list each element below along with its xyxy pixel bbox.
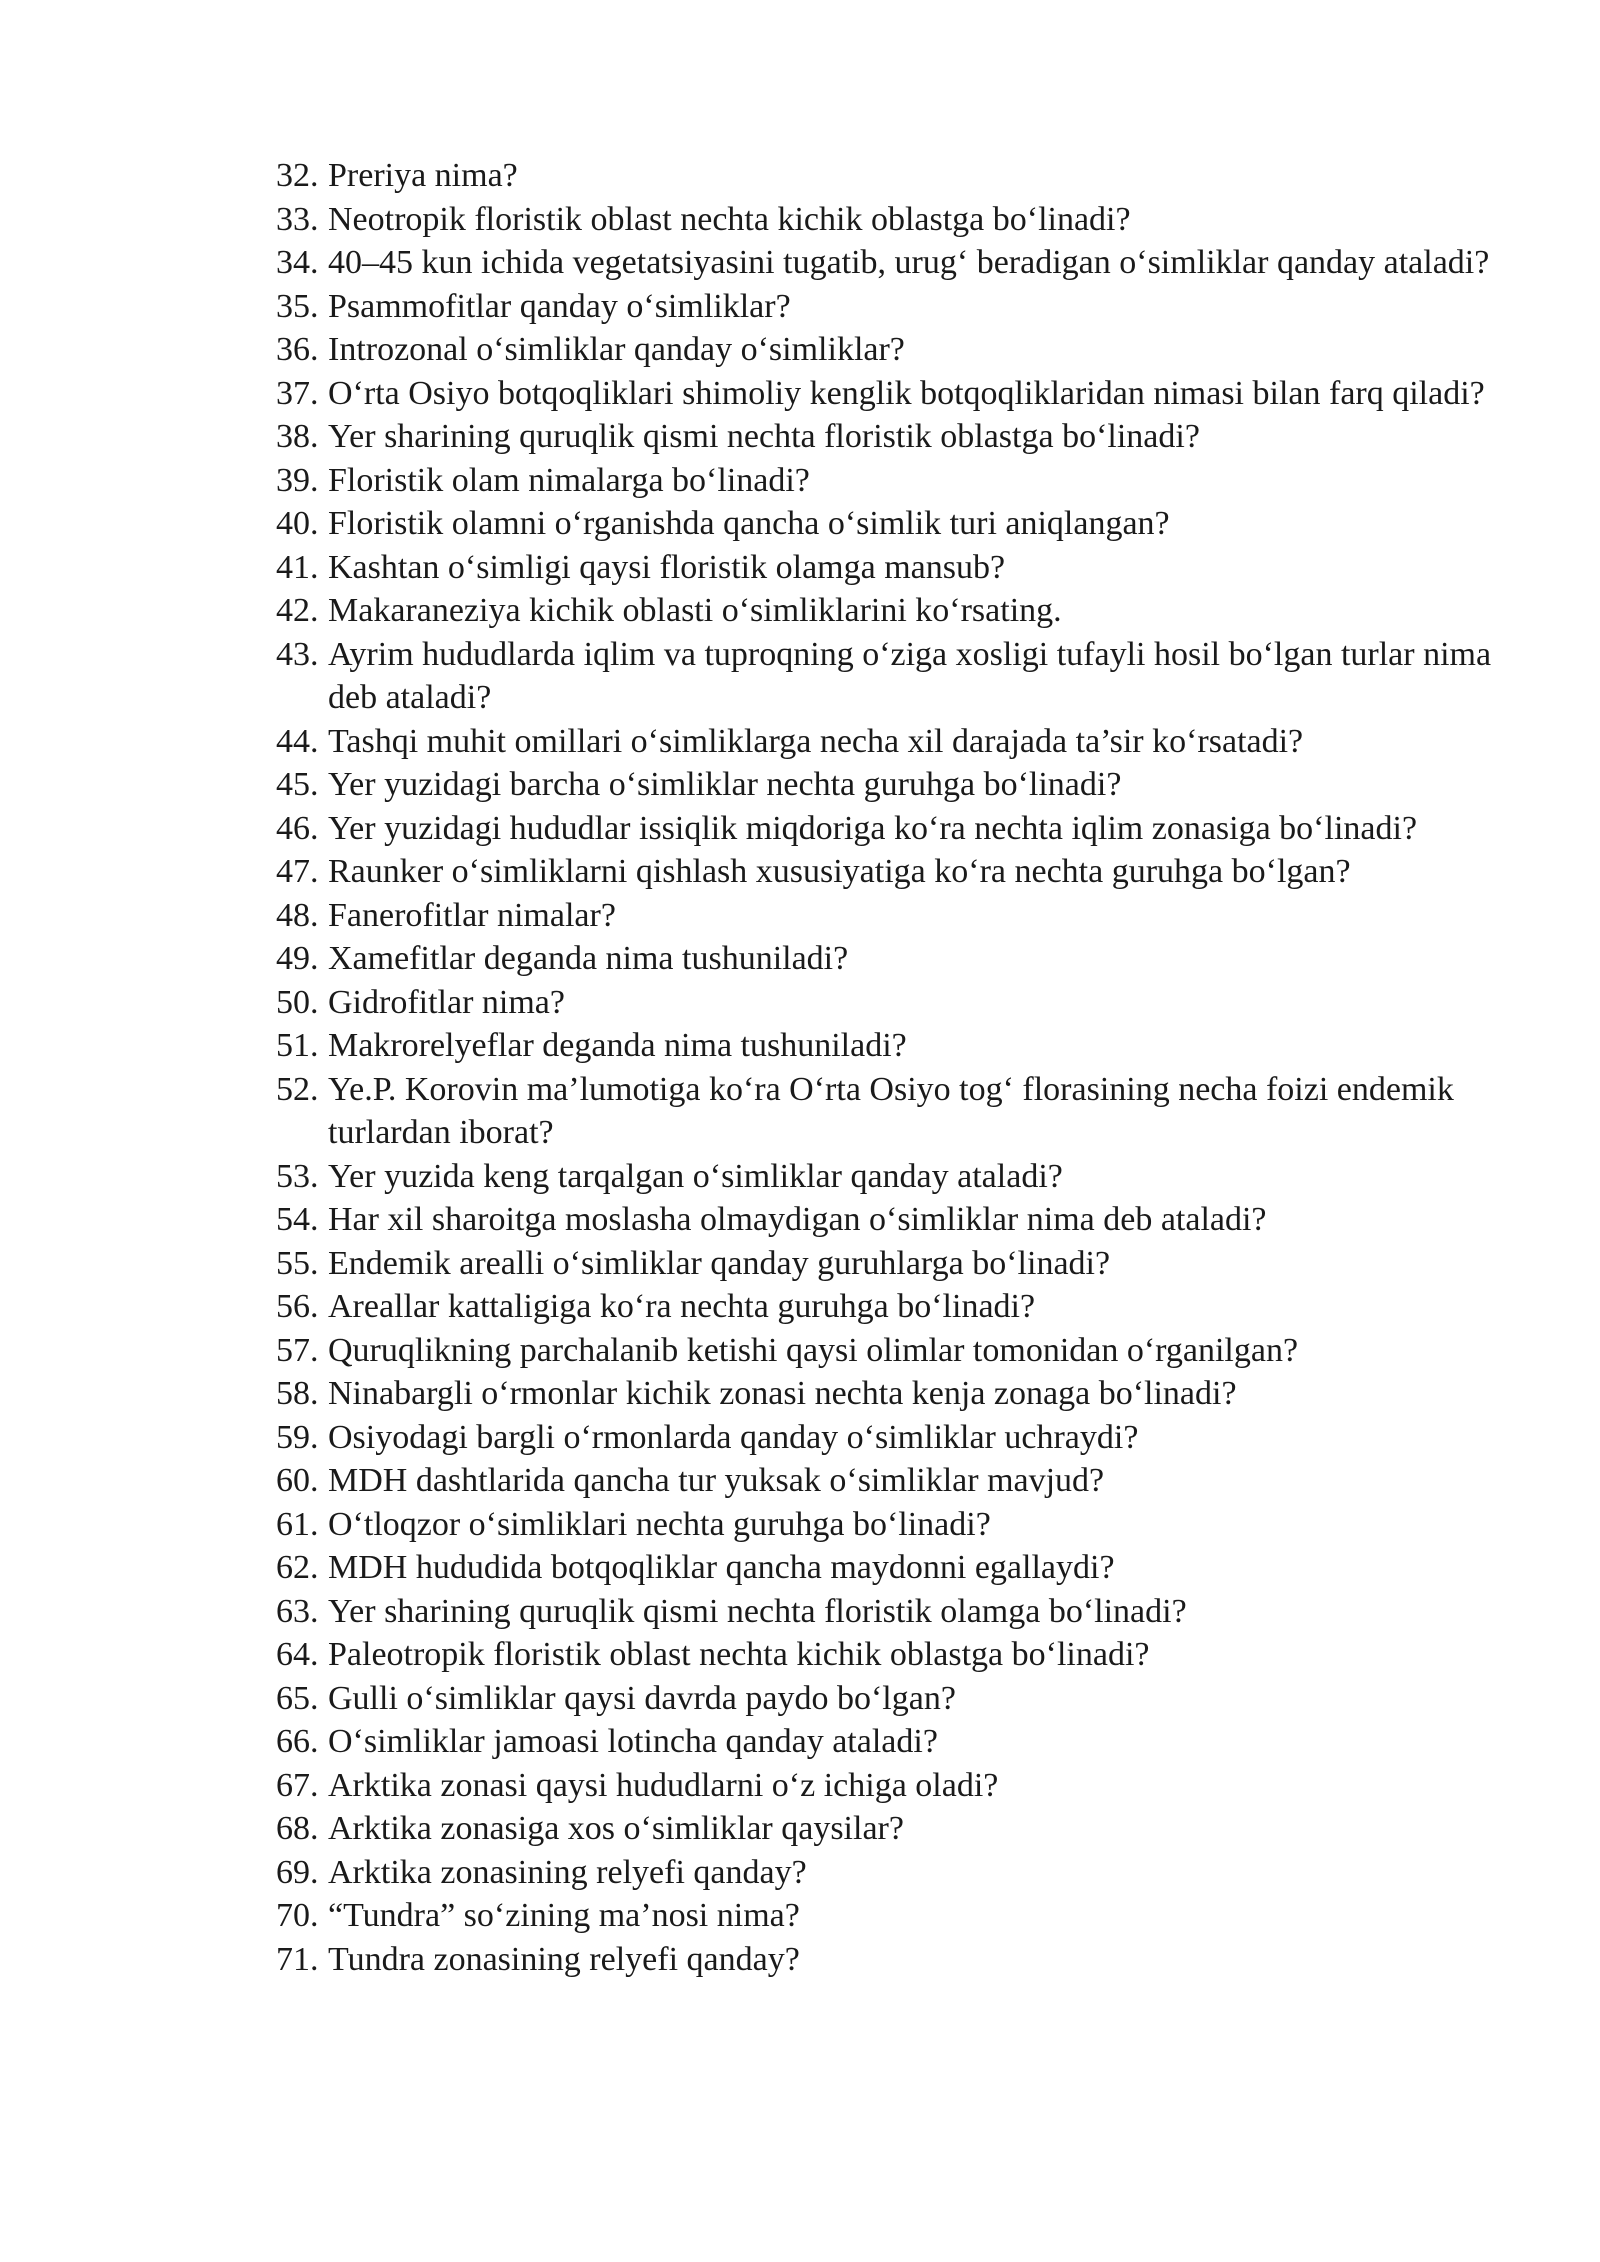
question-item [276,1633,1516,1677]
question-item [276,1590,1516,1634]
question-text: Arktika zonasining relyefi qanday? [328,1853,807,1891]
question-item [276,1938,1516,1982]
question-item [276,894,1516,938]
question-text: Floristik olam nimalarga bo‘linadi? [328,461,810,499]
question-text: Quruqlikning parchalanib ketishi qaysi olimlar tomonidan o‘rganilgan? [328,1331,1299,1369]
question-number: 70. [276,1897,319,1934]
question-number: 68. [276,1810,319,1847]
question-text: Kashtan o‘simligi qaysi floristik olamga mansub? [328,548,1006,586]
question-item [276,1807,1516,1851]
question-number: 43. [276,635,319,673]
question-item [276,1546,1516,1590]
question-item [276,1155,1516,1199]
question-text: Yer yuzida keng tarqalgan o‘simliklar qanday ataladi? [328,1157,1063,1195]
question-text: Gulli o‘simliklar qaysi davrda paydo bo‘lgan? [328,1679,956,1717]
question-item [276,1764,1516,1808]
question-item [276,1503,1516,1547]
question-item [276,1068,1516,1155]
question-item [276,1285,1516,1329]
question-number: 53. [276,1157,319,1195]
question-text: Raunker o‘simliklarni qishlash xususiyatiga ko‘ra nechta guruhga bo‘lgan? [328,853,1351,890]
question-item [276,154,1516,198]
question-text: Yer sharining quruqlik qismi nechta floristik oblastga bo‘linadi? [328,418,1200,455]
question-number: 65. [276,1679,319,1717]
question-item [276,720,1516,764]
question-text: MDH hududida botqoqliklar qancha maydonni egallaydi? [328,1549,1115,1586]
question-item [276,937,1516,981]
question-text: Psammofitlar qanday o‘simliklar? [328,287,791,325]
question-number: 55. [276,1244,319,1282]
question-number: 66. [276,1723,319,1760]
question-text: Yer yuzidagi hududlar issiqlik miqdoriga ko‘ra nechta iqlim zonasiga bo‘linadi? [328,809,1418,847]
question-item [276,981,1516,1025]
question-item [276,372,1516,416]
question-number: 51. [276,1027,319,1064]
question-text: Xamefitlar deganda nima tushuniladi? [328,940,849,977]
question-item [276,502,1516,546]
question-text: O‘rta Osiyo botqoqliklari shimoliy kenglik botqoqliklaridan nimasi bilan farq qiladi? [328,374,1485,412]
question-text: Osiyodagi bargli o‘rmonlarda qanday o‘simliklar uchraydi? [328,1418,1139,1456]
question-item [276,1329,1516,1373]
question-text: Floristik olamni o‘rganishda qancha o‘simlik turi aniqlangan? [328,505,1170,542]
question-item [276,328,1516,372]
question-number: 39. [276,461,319,499]
question-number: 38. [276,418,319,455]
question-text: Introzonal o‘simliklar qanday o‘simliklar? [328,331,905,368]
question-item [276,807,1516,851]
question-number: 37. [276,374,319,412]
question-text: Ayrim hududlarda iqlim va tuproqning o‘ziga xosligi tufayli hosil bo‘lgan turlar nima deb ataladi? [328,635,1492,716]
question-number: 67. [276,1766,319,1804]
question-text: O‘tloqzor o‘simliklari nechta guruhga bo‘linadi? [328,1505,991,1543]
question-number: 69. [276,1853,319,1891]
question-number: 57. [276,1331,319,1369]
question-number: 33. [276,200,319,238]
question-number: 48. [276,896,319,934]
question-number: 61. [276,1505,319,1543]
question-text: O‘simliklar jamoasi lotincha qanday ataladi? [328,1723,938,1760]
question-text: Yer yuzidagi barcha o‘simliklar nechta guruhga bo‘linadi? [328,766,1122,803]
question-number: 54. [276,1201,319,1238]
question-number: 40. [276,505,319,542]
question-text: Yer sharining quruqlik qismi nechta floristik olamga bo‘linadi? [328,1592,1187,1630]
question-text: 40–45 kun ichida vegetatsiyasini tugatib, urug‘ beradigan o‘simliklar qanday ataladi? [328,244,1490,281]
question-text: Arktika zonasi qaysi hududlarni o‘z ichiga oladi? [328,1766,999,1804]
question-number: 46. [276,809,319,847]
question-item [276,285,1516,329]
question-number: 63. [276,1592,319,1630]
question-number: 60. [276,1462,319,1499]
question-item [276,415,1516,459]
question-number: 71. [276,1940,319,1978]
question-item [276,1851,1516,1895]
question-list [276,154,1516,1981]
question-number: 59. [276,1418,319,1456]
question-number: 56. [276,1288,319,1325]
question-number: 49. [276,940,319,977]
question-item [276,1242,1516,1286]
question-item [276,1677,1516,1721]
question-number: 58. [276,1375,319,1412]
question-text: Makaraneziya kichik oblasti o‘simliklarini ko‘rsating. [328,592,1062,629]
question-item [276,1198,1516,1242]
question-item [276,546,1516,590]
question-item [276,850,1516,894]
question-item [276,198,1516,242]
question-text: Tundra zonasining relyefi qanday? [328,1940,800,1978]
question-text: Neotropik floristik oblast nechta kichik oblastga bo‘linadi? [328,200,1131,238]
question-number: 52. [276,1070,319,1108]
question-number: 50. [276,983,319,1021]
question-item [276,1459,1516,1503]
question-text: Makrorelyeflar deganda nima tushuniladi? [328,1027,907,1064]
question-text: Areallar kattaligiga ko‘ra nechta guruhga bo‘linadi? [328,1288,1036,1325]
question-text: Paleotropik floristik oblast nechta kichik oblastga bo‘linadi? [328,1636,1150,1673]
question-text: “Tundra” so‘zining ma’nosi nima? [328,1897,800,1934]
question-text: Ninabargli o‘rmonlar kichik zonasi nechta kenja zonaga bo‘linadi? [328,1375,1237,1412]
question-item [276,1024,1516,1068]
question-number: 62. [276,1549,319,1586]
question-number: 47. [276,853,319,890]
question-number: 34. [276,244,319,281]
question-item [276,1720,1516,1764]
question-number: 44. [276,722,319,760]
question-number: 35. [276,287,319,325]
question-number: 64. [276,1636,319,1673]
question-number: 42. [276,592,319,629]
question-text: Preriya nima? [328,157,518,194]
question-item [276,1416,1516,1460]
question-number: 32. [276,157,319,194]
question-item [276,459,1516,503]
question-item [276,241,1516,285]
question-number: 45. [276,766,319,803]
question-number: 41. [276,548,319,586]
question-text: Endemik arealli o‘simliklar qanday guruhlarga bo‘linadi? [328,1244,1111,1282]
question-item [276,763,1516,807]
question-text: MDH dashtlarida qancha tur yuksak o‘simliklar mavjud? [328,1462,1105,1499]
question-text: Arktika zonasiga xos o‘simliklar qaysilar? [328,1810,904,1847]
question-item [276,1894,1516,1938]
question-number: 36. [276,331,319,368]
question-text: Gidrofitlar nima? [328,983,565,1021]
question-item [276,633,1516,720]
question-text: Ye.P. Korovin ma’lumotiga ko‘ra O‘rta Osiyo tog‘ florasining necha foizi endemik turlardan iborat? [328,1070,1454,1151]
question-text: Tashqi muhit omillari o‘simliklarga necha xil darajada ta’sir ko‘rsatadi? [328,722,1304,760]
question-text: Fanerofitlar nimalar? [328,896,616,934]
question-item [276,1372,1516,1416]
question-item [276,589,1516,633]
question-text: Har xil sharoitga moslasha olmaydigan o‘simliklar nima deb ataladi? [328,1201,1267,1238]
